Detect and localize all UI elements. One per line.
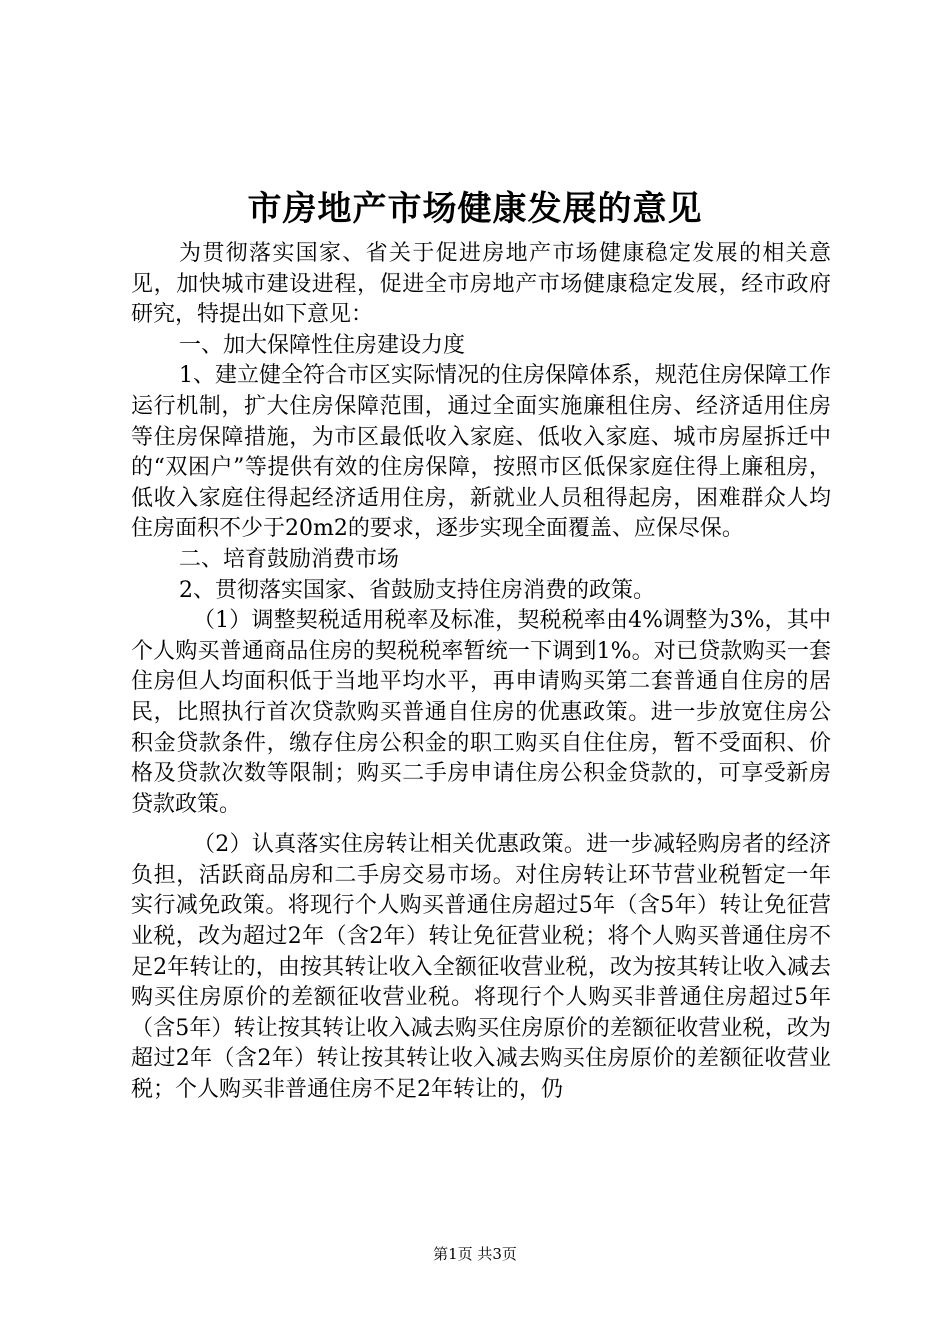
section-heading-2: 二、培育鼓励消费市场 [179,546,400,572]
paragraph-subitem-2: （2）认真落实住房转让相关优惠政策。进一步减轻购房者的经济负担，活跃商品房和二手房交易市场。对住房转让环节营业税暂定一年实行减免政策。将现行个人购买普通住房超过5年（含5年）转让免征营业税，改为超过2年（含2年）转让免征营业税；将个人购买普通住房不足2年转让的，由按其转让收入全额征收营业税，改为按其转让收入减去购买住房原价的差额征收营业税。将现行个人购买非普通住房超过5年（含5年）转让按其转让收入减去购买住房原价的差额征收营业税，改为超过2年（含2年）转让按其转让收入减去购买住房原价的差额征收营业税；个人购买非普通住房不足2年转让的，仍 [131,832,831,1103]
document-title: 市房地产市场健康发展的意见 [247,189,703,229]
document-body [131,239,831,1106]
page-number-footer: 第1页 共3页 [433,1245,517,1263]
paragraph-intro: 为贯彻落实国家、省关于促进房地产市场健康稳定发展的相关意见，加快城市建设进程，促进全市房地产市场健康稳定发展，经市政府研究，特提出如下意见： [131,241,831,328]
paragraph-item-1: 1、建立健全符合市区实际情况的住房保障体系，规范住房保障工作运行机制，扩大住房保障范围，通过全面实施廉租住房、经济适用住房等住房保障措施，为市区最低收入家庭、低收入家庭、城市房屋拆迁中的“双困户”等提供有效的住房保障，按照市区低保家庭住得上廉租房，低收入家庭住得起经济适用住房，新就业人员租得起房，困难群众人均住房面积不少于20m2的要求，逐步实现全面覆盖、应保尽保。 [131,363,831,542]
paragraph-item-2: 2、贯彻落实国家、省鼓励支持住房消费的政策。 [179,577,655,603]
section-heading-1: 一、加大保障性住房建设力度 [179,332,466,358]
paragraph-subitem-1: （1）调整契税适用税率及标准，契税税率由4%调整为3%，其中个人购买普通商品住房的契税税率暂统一下调到1%。对已贷款购买一套住房但人均面积低于当地平均水平，再申请购买第二套普通自住房的居民，比照执行首次贷款购买普通自住房的优惠政策。进一步放宽住房公积金贷款条件，缴存住房公积金的职工购买自住住房，暂不受面积、价格及贷款次数等限制；购买二手房申请住房公积金贷款的，可享受新房贷款政策。 [131,608,831,817]
